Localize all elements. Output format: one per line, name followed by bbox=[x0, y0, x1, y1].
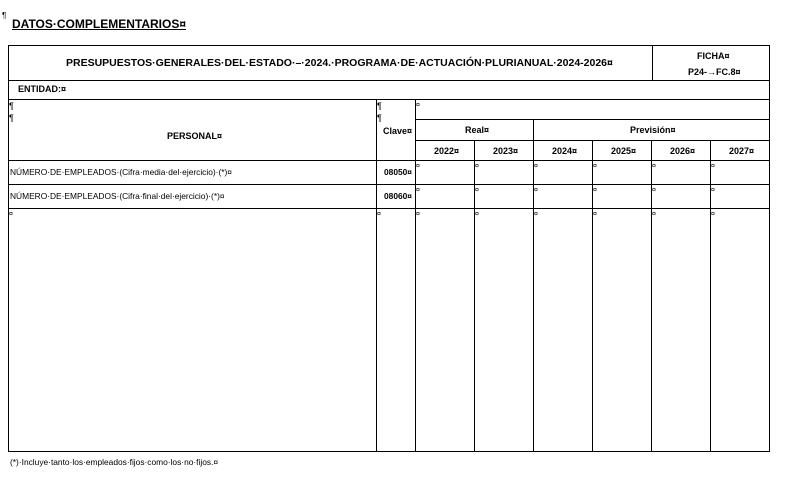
header-main-title: PRESUPUESTOS·GENERALES·DEL·ESTADO·–·2024.·PROGRAMA·DE·ACTUACIÓN·PLURIANUAL·2024-2026¤ bbox=[66, 57, 613, 69]
cell-mark: ¤ bbox=[711, 211, 715, 218]
row-divider-header bbox=[8, 160, 770, 161]
cell-mark: ¤ bbox=[416, 102, 420, 109]
cell-mark: ¤ bbox=[652, 211, 656, 218]
table-row-clave: 08060¤ bbox=[384, 191, 412, 201]
personal-label: PERSONAL¤ bbox=[167, 131, 223, 141]
row-divider-2 bbox=[8, 208, 770, 209]
cell-mark: ¤ bbox=[475, 211, 479, 218]
row-divider-1 bbox=[8, 184, 770, 185]
table-row-clave: 08050¤ bbox=[384, 167, 412, 177]
entity-box bbox=[8, 80, 770, 100]
cell-mark: ¤ bbox=[593, 187, 597, 194]
cell-mark: ¤ bbox=[416, 187, 420, 194]
year-2024: 2024¤ bbox=[552, 146, 578, 156]
cell-mark: ¤ bbox=[377, 211, 381, 218]
header-divider bbox=[652, 45, 653, 81]
year-2027: 2027¤ bbox=[729, 146, 755, 156]
page-title: DATOS·COMPLEMENTARIOS¤ bbox=[12, 17, 187, 31]
cell-mark: ¤ bbox=[534, 163, 538, 170]
prevision-label: Previsión¤ bbox=[630, 125, 676, 135]
paragraph-mark: ¶ bbox=[377, 113, 382, 123]
cell-mark: ¤ bbox=[711, 187, 715, 194]
footnote: (*)·Incluye·tanto·los·empleados·fijos·como·los·no·fijos.¤ bbox=[10, 457, 219, 467]
clave-label: Clave¤ bbox=[383, 126, 413, 136]
cell-mark: ¤ bbox=[711, 163, 715, 170]
year-2025: 2025¤ bbox=[611, 146, 637, 156]
paragraph-mark: ¶ bbox=[9, 113, 14, 123]
cell-mark: ¤ bbox=[416, 211, 420, 218]
col-divider-clave bbox=[415, 99, 416, 452]
entity-label: ENTIDAD:¤ bbox=[18, 84, 67, 94]
year-2026: 2026¤ bbox=[670, 146, 696, 156]
paragraph-mark: ¶ bbox=[2, 11, 7, 20]
data-table bbox=[8, 99, 770, 452]
cell-mark: ¤ bbox=[593, 163, 597, 170]
row-divider-top bbox=[415, 119, 770, 120]
cell-mark: ¤ bbox=[9, 211, 13, 218]
cell-mark: ¤ bbox=[652, 187, 656, 194]
ficha-label: FICHA¤ bbox=[697, 51, 730, 61]
col-divider-personal bbox=[376, 99, 377, 452]
year-2023: 2023¤ bbox=[493, 146, 519, 156]
table-row-label: NÚMERO·DE·EMPLEADOS·(Cifra·final·del·ejercicio)·(*)¤ bbox=[10, 191, 225, 201]
cell-mark: ¤ bbox=[534, 211, 538, 218]
paragraph-mark: ¶ bbox=[9, 101, 14, 111]
table-row-label: NÚMERO·DE·EMPLEADOS·(Cifra·media·del·ejercicio)·(*)¤ bbox=[10, 167, 232, 177]
ficha-code: P24-→FC.8¤ bbox=[688, 67, 741, 77]
year-2022: 2022¤ bbox=[434, 146, 460, 156]
paragraph-mark: ¶ bbox=[377, 101, 382, 111]
cell-mark: ¤ bbox=[416, 163, 420, 170]
cell-mark: ¤ bbox=[593, 211, 597, 218]
cell-mark: ¤ bbox=[652, 163, 656, 170]
row-divider-years bbox=[415, 140, 770, 141]
cell-mark: ¤ bbox=[475, 163, 479, 170]
cell-mark: ¤ bbox=[534, 187, 538, 194]
real-label: Real¤ bbox=[465, 125, 490, 135]
cell-mark: ¤ bbox=[475, 187, 479, 194]
